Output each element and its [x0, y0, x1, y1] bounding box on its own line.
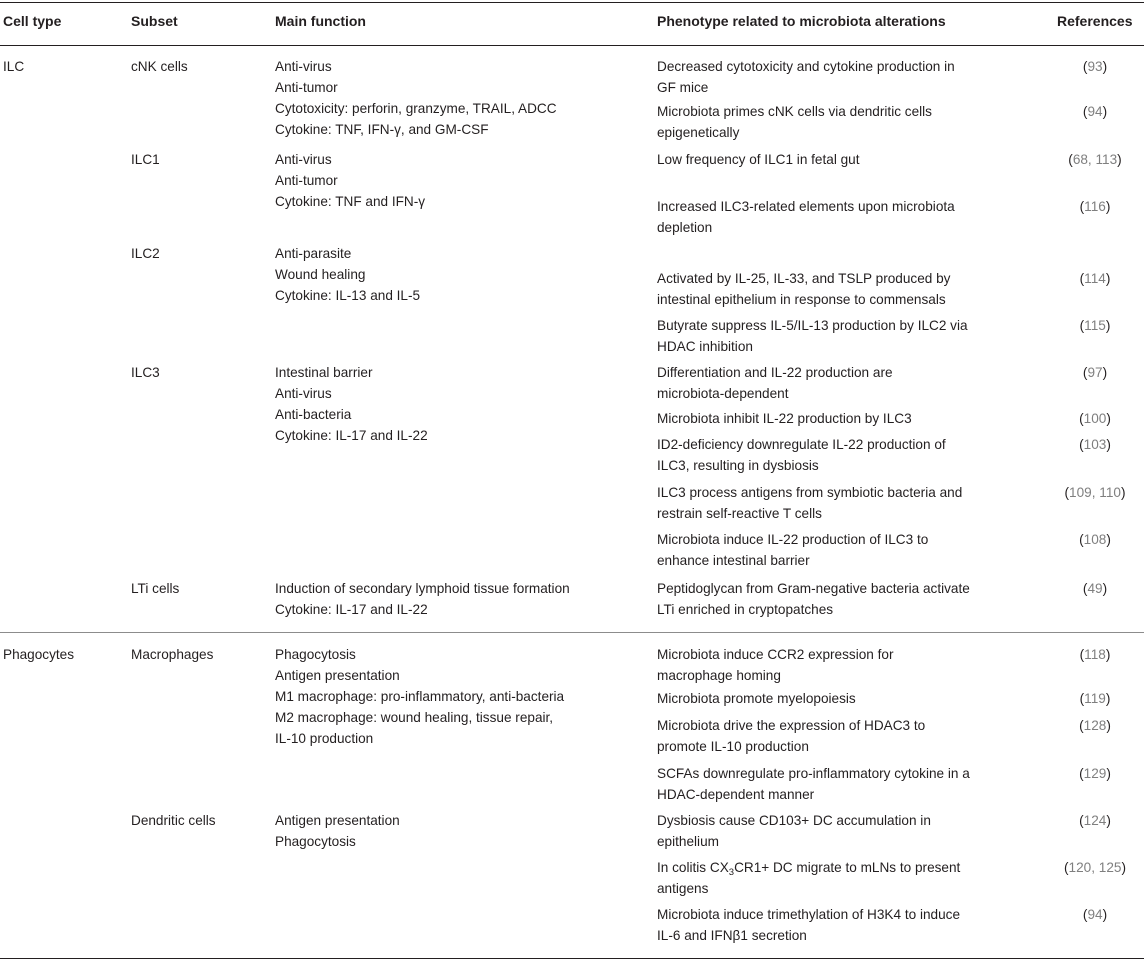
phenotype-cell — [657, 715, 925, 757]
header-subset: Subset — [131, 13, 178, 29]
phenotype-line: Differentiation and IL-22 production are — [657, 365, 893, 380]
phenotype-line: Peptidoglycan from Gram-negative bacteria activate — [657, 581, 970, 596]
reference-cell: (114) — [1079, 271, 1111, 286]
phenotype-cell — [657, 268, 950, 310]
phenotype-line: Microbiota induce trimethylation of H3K4 to induce — [657, 907, 960, 922]
phenotype-line: GF mice — [657, 80, 709, 95]
function-line: Cytokine: IL-13 and IL-5 — [275, 288, 421, 303]
reference-number: 100 — [1083, 411, 1107, 426]
phenotype-line: Microbiota promote myelopoiesis — [657, 691, 856, 706]
reference-number: 97 — [1087, 365, 1103, 380]
reference-number: 128 — [1083, 718, 1107, 733]
phenotype-line: Microbiota induce IL-22 production of ILC3 to — [657, 532, 929, 547]
phenotype-line: IL-6 and IFNβ1 secretion — [657, 928, 807, 943]
reference-cell: (124) — [1079, 813, 1111, 828]
reference-number: 119 — [1084, 691, 1106, 706]
phenotype-line: microbiota-dependent — [657, 386, 789, 401]
reference-number: 115 — [1084, 318, 1106, 333]
phenotype-cell — [657, 434, 946, 476]
function-line: M2 macrophage: wound healing, tissue repair, — [275, 710, 554, 725]
reference-number: 120, 125 — [1068, 860, 1122, 875]
phenotype-text: In colitis CX — [657, 860, 729, 875]
reference-number: 118 — [1084, 647, 1106, 662]
phenotype-line: Microbiota drive the expression of HDAC3 to — [657, 718, 926, 733]
reference-cell: (119) — [1079, 691, 1111, 706]
reference-cell: (118) — [1079, 647, 1111, 662]
phenotype-line: intestinal epithelium in response to commensals — [657, 292, 946, 307]
function-lti-cells — [275, 578, 570, 620]
phenotype-cell — [657, 362, 893, 404]
reference-cell: (129) — [1079, 766, 1111, 781]
subset-lti-cells: LTi cells — [131, 581, 180, 596]
subset-ilc1: ILC1 — [131, 152, 160, 167]
phenotype-line: Microbiota induce CCR2 expression for — [657, 647, 894, 662]
function-dendritic-cells — [275, 810, 400, 852]
function-line: Cytokine: IL-17 and IL-22 — [275, 602, 428, 617]
function-line: Cytokine: TNF, IFN-γ, and GM-CSF — [275, 122, 489, 137]
reference-number: 103 — [1083, 437, 1107, 452]
function-macrophages — [275, 644, 564, 749]
cell-type-phagocytes: Phagocytes — [3, 647, 75, 662]
function-line: Anti-tumor — [275, 80, 338, 95]
phenotype-line: SCFAs downregulate pro-inflammatory cytokine in a — [657, 766, 970, 781]
reference-number: 93 — [1087, 59, 1103, 74]
function-line: Anti-bacteria — [275, 407, 352, 422]
phenotype-cell — [657, 763, 970, 805]
reference-number: 124 — [1083, 813, 1107, 828]
table-top-rule — [0, 2, 1144, 3]
phenotype-line: Microbiota primes cNK cells via dendritic cells — [657, 104, 932, 119]
phenotype-line: Butyrate suppress IL-5/IL-13 production by ILC2 via — [657, 318, 968, 333]
reference-cell: (97) — [1082, 365, 1108, 380]
function-line: Phagocytosis — [275, 834, 356, 849]
function-ilc2 — [275, 243, 420, 306]
reference-cell: (128) — [1079, 718, 1111, 733]
function-line: Antigen presentation — [275, 668, 400, 683]
phenotype-line: ILC3, resulting in dysbiosis — [657, 458, 819, 473]
phenotype-line: ILC3 process antigens from symbiotic bacteria and — [657, 485, 963, 500]
function-line: IL-10 production — [275, 731, 374, 746]
function-line: Phagocytosis — [275, 647, 356, 662]
phenotype-cell — [657, 529, 928, 571]
function-line: Cytotoxicity: perforin, granzyme, TRAIL, ADCC — [275, 101, 557, 116]
phenotype-cell — [657, 644, 893, 686]
subset-macrophages: Macrophages — [131, 647, 214, 662]
function-cnk-cells — [275, 56, 557, 140]
subset-ilc2: ILC2 — [131, 246, 160, 261]
subscript: 3 — [728, 867, 735, 878]
function-line: M1 macrophage: pro-inflammatory, anti-bacteria — [275, 689, 565, 704]
phenotype-cell — [657, 149, 860, 170]
phenotype-cell — [657, 904, 960, 946]
phenotype-cell — [657, 857, 960, 899]
phenotype-line: epigenetically — [657, 125, 740, 140]
phenotype-line: restrain self-reactive T cells — [657, 506, 822, 521]
header-main-function: Main function — [275, 13, 366, 29]
phenotype-cell — [657, 688, 856, 709]
phenotype-cell — [657, 101, 932, 143]
header-rule — [0, 45, 1144, 46]
phenotype-line: depletion — [657, 220, 713, 235]
phenotype-cell — [657, 196, 955, 238]
reference-number: 129 — [1083, 766, 1107, 781]
reference-cell: (103) — [1079, 437, 1111, 452]
function-line: Anti-parasite — [275, 246, 352, 261]
reference-cell: (120, 125) — [1064, 860, 1126, 875]
phenotype-line: Low frequency of ILC1 in fetal gut — [657, 152, 860, 167]
reference-number: 94 — [1087, 104, 1103, 119]
header-references: References — [1057, 13, 1133, 29]
header-phenotype: Phenotype related to microbiota alterations — [657, 13, 946, 29]
reference-number: 49 — [1087, 581, 1103, 596]
phenotype-line: Dysbiosis cause CD103+ DC accumulation in — [657, 813, 931, 828]
function-line: Cytokine: IL-17 and IL-22 — [275, 428, 428, 443]
phenotype-cell — [657, 482, 962, 524]
table-bottom-rule — [0, 958, 1144, 959]
phenotype-cell — [657, 408, 912, 429]
phenotype-line: antigens — [657, 881, 709, 896]
reference-cell: (100) — [1079, 411, 1111, 426]
phenotype-line: LTi enriched in cryptopatches — [657, 602, 834, 617]
subset-cnk-cells: cNK cells — [131, 59, 188, 74]
phenotype-cell — [657, 578, 970, 620]
function-line: Induction of secondary lymphoid tissue formation — [275, 581, 570, 596]
reference-number: 116 — [1084, 199, 1106, 214]
phenotype-line: Microbiota inhibit IL-22 production by ILC3 — [657, 411, 912, 426]
function-line: Anti-virus — [275, 152, 332, 167]
function-ilc3 — [275, 362, 428, 446]
function-line: Anti-virus — [275, 59, 332, 74]
function-line: Antigen presentation — [275, 813, 400, 828]
phenotype-line: epithelium — [657, 834, 719, 849]
subset-dendritic-cells: Dendritic cells — [131, 813, 216, 828]
phenotype-line: ID2-deficiency downregulate IL-22 production of — [657, 437, 946, 452]
reference-cell: (115) — [1079, 318, 1111, 333]
reference-cell: (49) — [1082, 581, 1108, 596]
phenotype-line: HDAC-dependent manner — [657, 787, 815, 802]
reference-number: 108 — [1083, 532, 1107, 547]
reference-cell: (94) — [1082, 104, 1108, 119]
phenotype-line: Activated by IL-25, IL-33, and TSLP produced by — [657, 271, 951, 286]
reference-cell: (109, 110) — [1064, 485, 1126, 500]
phenotype-line: HDAC inhibition — [657, 339, 753, 354]
reference-number: 94 — [1087, 907, 1103, 922]
function-line: Cytokine: TNF and IFN-γ — [275, 194, 426, 209]
phenotype-line: Increased ILC3-related elements upon microbiota — [657, 199, 955, 214]
reference-cell: (94) — [1082, 907, 1108, 922]
cell-type-ilc: ILC — [3, 59, 25, 74]
reference-cell: (93) — [1082, 59, 1108, 74]
function-line: Wound healing — [275, 267, 366, 282]
reference-cell: (116) — [1079, 199, 1111, 214]
function-line: Intestinal barrier — [275, 365, 373, 380]
function-line: Anti-tumor — [275, 173, 338, 188]
reference-cell: (68, 113) — [1068, 152, 1122, 167]
reference-number: 109, 110 — [1069, 485, 1121, 500]
reference-number: 68, 113 — [1072, 152, 1118, 167]
phenotype-line: enhance intestinal barrier — [657, 553, 810, 568]
phenotype-line — [657, 857, 960, 878]
group-divider — [0, 632, 1144, 633]
phenotype-line: promote IL-10 production — [657, 739, 809, 754]
phenotype-cell — [657, 315, 968, 357]
function-ilc1 — [275, 149, 425, 212]
phenotype-cell — [657, 56, 955, 98]
phenotype-cell — [657, 810, 931, 852]
phenotype-line: macrophage homing — [657, 668, 781, 683]
reference-number: 114 — [1084, 271, 1106, 286]
function-line: Anti-virus — [275, 386, 332, 401]
header-cell-type: Cell type — [3, 13, 62, 29]
phenotype-text: CR1+ DC migrate to mLNs to present — [734, 860, 961, 875]
reference-cell: (108) — [1079, 532, 1111, 547]
phenotype-line: Decreased cytotoxicity and cytokine production in — [657, 59, 955, 74]
subset-ilc3: ILC3 — [131, 365, 160, 380]
